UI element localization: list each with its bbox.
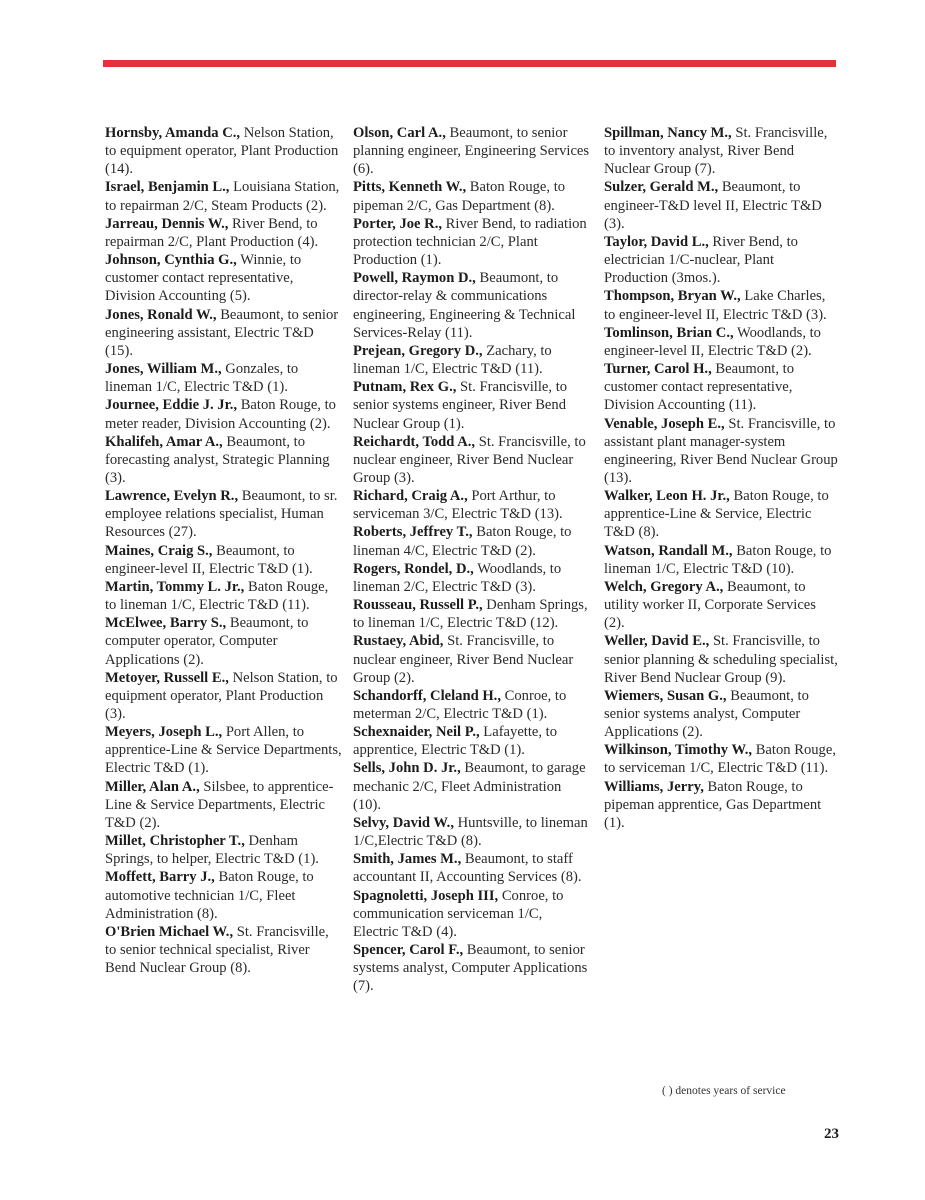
- promotion-entry: [604, 632, 838, 686]
- employee-name: Welch, Gregory A.,: [604, 578, 724, 595]
- employee-name: Wilkinson, Timothy W.,: [604, 742, 753, 759]
- employee-name: Martin, Tommy L. Jr.,: [105, 578, 245, 595]
- employee-name: McElwee, Barry S.,: [105, 615, 227, 632]
- promotion-detail: River Bend, to repairman 2/C, Plant Production (4).: [105, 215, 319, 250]
- employee-name: Rousseau, Russell P.,: [353, 597, 483, 614]
- promotion-entry: [353, 269, 591, 342]
- employee-name: Spagnoletti, Joseph III,: [353, 887, 499, 904]
- promotion-entry: [105, 251, 343, 305]
- employee-name: Jones, Ronald W.,: [105, 306, 217, 323]
- employee-name: Smith, James M.,: [353, 851, 462, 868]
- promotion-entry: [604, 415, 838, 488]
- promotion-detail: River Bend, to electrician 1/C-nuclear, Plant Production (3mos.).: [604, 233, 798, 287]
- employee-name: Johnson, Cynthia G.,: [105, 252, 237, 269]
- employee-name: Spencer, Carol F.,: [353, 942, 464, 959]
- promotion-detail: Huntsville, to lineman 1/C,Electric T&D (8).: [353, 814, 588, 850]
- employee-name: Walker, Leon H. Jr.,: [604, 488, 730, 505]
- promotion-entry: [353, 378, 591, 432]
- promotion-entry: [105, 360, 343, 396]
- promotion-detail: St. Francisville, to senior technical specialist, River Bend Nuclear Group (8).: [105, 923, 329, 977]
- promotion-entry: [105, 487, 343, 541]
- promotion-detail: Port Arthur, to serviceman 3/C, Electric T&D (13).: [353, 488, 563, 523]
- promotion-entry: [604, 542, 838, 578]
- promotion-entry: [604, 233, 838, 287]
- promotion-entry: [604, 578, 838, 632]
- employee-name: Khalifeh, Amar A.,: [105, 433, 223, 450]
- promotion-detail: Baton Rouge, to pipeman apprentice, Gas Department (1).: [604, 778, 822, 831]
- employee-name: Journee, Eddie J. Jr.,: [105, 397, 238, 414]
- employee-name: Metoyer, Russell E.,: [105, 669, 229, 686]
- column-2: [353, 124, 591, 996]
- employee-name: Rogers, Rondel, D.,: [353, 560, 474, 577]
- column-3: [604, 124, 838, 832]
- promotion-detail: Baton Rouge, to meter reader, Division Accounting (2).: [105, 397, 336, 432]
- promotion-entry: [353, 215, 591, 269]
- promotion-detail: Woodlands, to lineman 2/C, Electric T&D (3).: [353, 560, 562, 595]
- employee-name: Sells, John D. Jr.,: [353, 760, 461, 777]
- promotion-entry: [604, 124, 838, 178]
- promotion-entry: [353, 941, 591, 995]
- employee-name: Miller, Alan A.,: [105, 778, 200, 795]
- promotion-detail: St. Francisville, to senior systems engineer, River Bend Nuclear Group (1).: [353, 379, 568, 432]
- employee-name: Weller, David E.,: [604, 633, 710, 650]
- promotion-detail: Beaumont, to director-relay & communications engineering, Engineering & Technical Services-Relay (11).: [353, 270, 576, 341]
- promotion-detail: Nelson Station, to equipment operator, Plant Production (14).: [105, 125, 339, 178]
- employee-name: Selvy, David W.,: [353, 814, 454, 831]
- promotion-entry: [105, 868, 343, 922]
- promotion-entry: [604, 778, 838, 832]
- promotion-entry: [353, 523, 591, 559]
- promotion-detail: Lake Charles, to engineer-level II, Electric T&D (3).: [604, 288, 827, 323]
- promotion-detail: Denham Springs, to lineman 1/C, Electric T&D (12).: [353, 597, 588, 632]
- employee-name: Hornsby, Amanda C.,: [105, 125, 241, 141]
- employee-name: Maines, Craig S.,: [105, 542, 213, 559]
- promotion-detail: Beaumont, to senior planning engineer, Engineering Services (6).: [353, 125, 590, 178]
- promotion-entry: [353, 596, 591, 632]
- promotion-detail: Beaumont, to senior systems analyst, Computer Applications (7).: [353, 942, 588, 995]
- promotion-detail: Beaumont, to engineer-T&D level II, Electric T&D (3).: [604, 179, 822, 232]
- promotion-entry: [353, 850, 591, 886]
- promotion-entry: [105, 178, 343, 214]
- employee-name: Jones, William M.,: [105, 361, 222, 378]
- column-1: [105, 124, 343, 977]
- promotion-entry: [353, 723, 591, 759]
- employee-name: Powell, Raymon D.,: [353, 270, 476, 287]
- promotion-detail: St. Francisville, to nuclear engineer, River Bend Nuclear Group (2).: [353, 633, 574, 686]
- page-number: 23: [824, 1126, 839, 1142]
- promotion-detail: Conroe, to communication serviceman 1/C, Electric T&D (4).: [353, 887, 564, 940]
- employee-name: Spillman, Nancy M.,: [604, 125, 732, 141]
- promotion-detail: Beaumont, to senior systems analyst, Computer Applications (2).: [604, 687, 809, 741]
- promotion-detail: Lafayette, to apprentice, Electric T&D (1).: [353, 724, 558, 759]
- promotion-detail: St. Francisville, to senior planning & scheduling specialist, River Bend Nuclear Group (9).: [604, 633, 838, 686]
- promotion-detail: Beaumont, to forecasting analyst, Strategic Planning (3).: [105, 433, 330, 486]
- promotion-entry: [353, 178, 591, 214]
- header-red-rule: [103, 60, 836, 67]
- promotion-detail: Beaumont, to senior engineering assistant, Electric T&D (15).: [105, 306, 339, 359]
- promotion-detail: Conroe, to meterman 2/C, Electric T&D (1).: [353, 687, 567, 722]
- promotion-detail: Denham Springs, to helper, Electric T&D (1).: [105, 833, 319, 868]
- promotion-entry: [353, 687, 591, 723]
- employee-name: Roberts, Jeffrey T.,: [353, 524, 473, 541]
- promotion-entry: [353, 887, 591, 941]
- employee-name: Sulzer, Gerald M.,: [604, 179, 719, 196]
- promotion-detail: Woodlands, to engineer-level II, Electric T&D (2).: [604, 324, 821, 359]
- employee-name: Putnam, Rex G.,: [353, 379, 457, 396]
- employee-name: O'Brien Michael W.,: [105, 923, 234, 940]
- employee-name: Thompson, Bryan W.,: [604, 288, 741, 305]
- promotion-detail: Nelson Station, to equipment operator, Plant Production (3).: [105, 669, 338, 722]
- promotion-detail: St. Francisville, to nuclear engineer, River Bend Nuclear Group (3).: [353, 433, 586, 486]
- promotion-entry: [353, 433, 591, 487]
- promotion-entry: [353, 487, 591, 523]
- employee-name: Moffett, Barry J.,: [105, 869, 215, 886]
- promotion-detail: Louisiana Station, to repairman 2/C, Steam Products (2).: [105, 179, 340, 214]
- employee-name: Lawrence, Evelyn R.,: [105, 488, 239, 505]
- promotion-entry: [105, 669, 343, 723]
- employee-name: Richard, Craig A.,: [353, 488, 468, 505]
- promotion-detail: Beaumont, to sr. employee relations specialist, Human Resources (27).: [105, 488, 338, 541]
- employee-name: Jarreau, Dennis W.,: [105, 215, 229, 232]
- promotion-detail: Silsbee, to apprentice-Line & Service Departments, Electric T&D (2).: [105, 778, 334, 831]
- promotion-entry: [105, 778, 343, 832]
- promotion-detail: Beaumont, to staff accountant II, Accounting Services (8).: [353, 851, 582, 886]
- employee-name: Meyers, Joseph L.,: [105, 724, 223, 741]
- promotion-detail: St. Francisville, to assistant plant manager-system engineering, River Bend Nuclear Group (13).: [604, 415, 838, 486]
- promotion-detail: Baton Rouge, to pipeman 2/C, Gas Department (8).: [353, 179, 566, 214]
- promotion-detail: Zachary, to lineman 1/C, Electric T&D (11).: [353, 342, 552, 378]
- promotion-entry: [604, 487, 838, 541]
- employee-name: Porter, Joe R.,: [353, 215, 443, 232]
- promotion-detail: St. Francisville, to inventory analyst, River Bend Nuclear Group (7).: [604, 125, 828, 178]
- promotion-entry: [353, 759, 591, 813]
- employee-name: Pitts, Kenneth W.,: [353, 179, 467, 196]
- promotion-detail: Beaumont, to garage mechanic 2/C, Fleet Administration (10).: [353, 760, 586, 813]
- promotion-entry: [353, 342, 591, 378]
- promotion-detail: Beaumont, to engineer-level II, Electric T&D (1).: [105, 542, 313, 577]
- employee-name: Prejean, Gregory D.,: [353, 342, 483, 359]
- employee-name: Wiemers, Susan G.,: [604, 687, 727, 704]
- promotion-entry: [604, 360, 838, 414]
- footnote: ( ) denotes years of service: [662, 1085, 786, 1097]
- promotion-detail: Baton Rouge, to lineman 1/C, Electric T&D (10).: [604, 542, 832, 577]
- promotion-detail: Gonzales, to lineman 1/C, Electric T&D (1).: [105, 361, 299, 396]
- promotion-detail: Baton Rouge, to automotive technician 1/C, Fleet Administration (8).: [105, 869, 314, 922]
- promotion-entry: [353, 560, 591, 596]
- promotion-entry: [105, 433, 343, 487]
- employee-name: Taylor, David L.,: [604, 233, 709, 250]
- promotion-detail: Baton Rouge, to serviceman 1/C, Electric T&D (11).: [604, 742, 836, 777]
- promotion-detail: Baton Rouge, to lineman 1/C, Electric T&D (11).: [105, 578, 329, 614]
- promotion-entry: [105, 215, 343, 251]
- employee-name: Israel, Benjamin L.,: [105, 179, 230, 196]
- promotion-detail: Beaumont, to customer contact representative, Division Accounting (11).: [604, 361, 795, 414]
- promotion-entry: [105, 614, 343, 668]
- promotion-detail: Winnie, to customer contact representative, Division Accounting (5).: [105, 252, 302, 305]
- promotion-entry: [105, 923, 343, 977]
- promotion-detail: River Bend, to radiation protection technician 2/C, Plant Production (1).: [353, 215, 587, 269]
- employee-name: Reichardt, Todd A.,: [353, 433, 476, 450]
- employee-name: Watson, Randall M.,: [604, 542, 733, 559]
- employee-name: Turner, Carol H.,: [604, 361, 712, 378]
- employee-name: Williams, Jerry,: [604, 778, 704, 795]
- employee-name: Rustaey, Abid,: [353, 633, 444, 650]
- employee-name: Millet, Christopher T.,: [105, 833, 245, 850]
- promotion-entry: [105, 723, 343, 777]
- promotion-entry: [353, 814, 591, 850]
- promotion-entry: [353, 124, 591, 178]
- promotion-detail: Beaumont, to utility worker II, Corporate Services (2).: [604, 578, 816, 632]
- promotion-entry: [105, 396, 343, 432]
- promotion-entry: [105, 832, 343, 868]
- promotion-entry: [604, 287, 838, 323]
- promotion-entry: [105, 124, 343, 178]
- promotion-entry: [105, 542, 343, 578]
- promotion-detail: Baton Rouge, to apprentice-Line & Service, Electric T&D (8).: [604, 488, 829, 541]
- promotion-detail: Baton Rouge, to lineman 4/C, Electric T&D (2).: [353, 524, 572, 559]
- promotion-entry: [604, 687, 838, 741]
- promotion-entry: [105, 306, 343, 360]
- promotion-entry: [353, 632, 591, 686]
- promotion-detail: Beaumont, to computer operator, Computer Applications (2).: [105, 615, 309, 668]
- promotion-detail: Port Allen, to apprentice-Line & Service Departments, Electric T&D (1).: [105, 724, 342, 777]
- employee-name: Olson, Carl A.,: [353, 125, 446, 141]
- promotion-entry: [105, 578, 343, 614]
- promotion-entry: [604, 178, 838, 232]
- promotion-entry: [604, 324, 838, 360]
- employee-name: Venable, Joseph E.,: [604, 415, 725, 432]
- employee-name: Tomlinson, Brian C.,: [604, 324, 734, 341]
- promotion-entry: [604, 741, 838, 777]
- employee-name: Schandorff, Cleland H.,: [353, 687, 501, 704]
- employee-name: Schexnaider, Neil P.,: [353, 724, 480, 741]
